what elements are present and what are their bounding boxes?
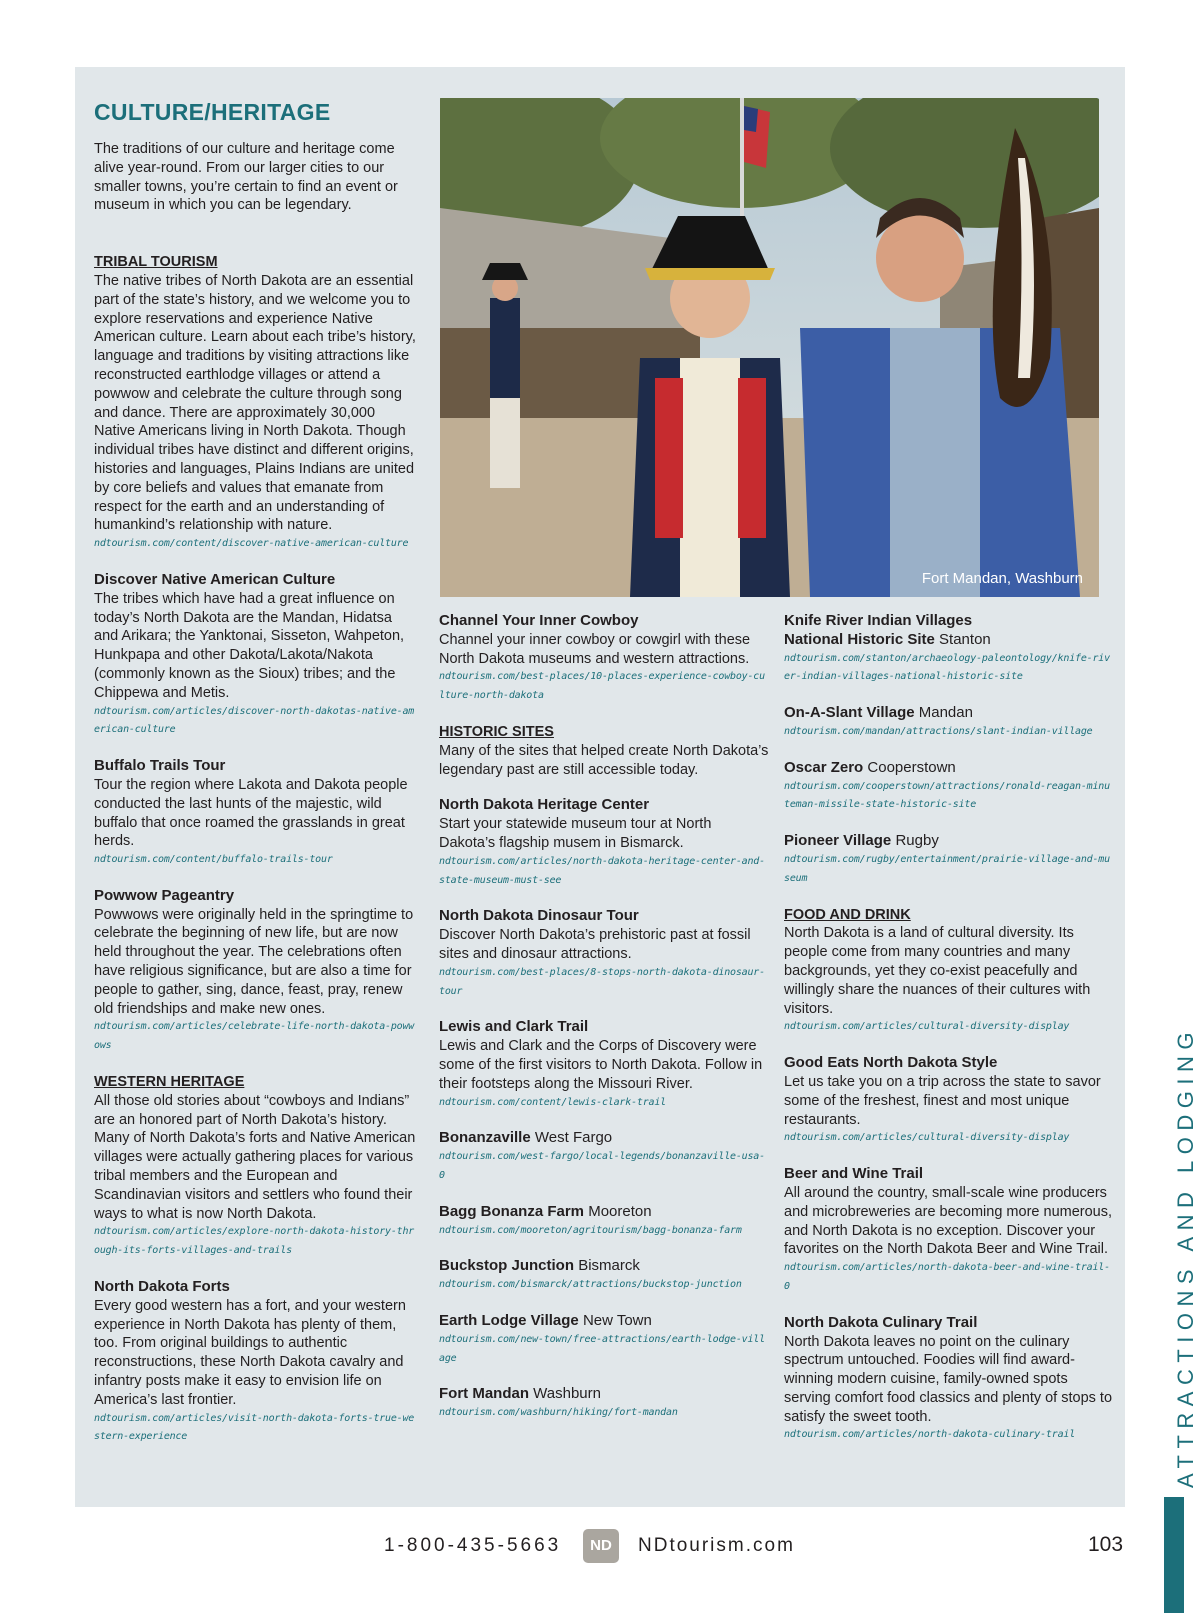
link[interactable]: ndtourism.com/mooreton/agritourism/bagg-bonanza-farm [439,1224,742,1236]
entry-name: Earth Lodge Village [439,1311,579,1329]
link[interactable]: ndtourism.com/new-town/free-attractions/earth-lodge-village [439,1333,765,1364]
lewis-clark-entry [439,1018,769,1112]
entry-location: Mandan [918,704,973,722]
entry-location: Mooreton [588,1202,652,1220]
entry-location: Washburn [533,1385,601,1403]
entry-location: Bismarck [578,1257,640,1275]
entry-text: Lewis and Clark and the Corps of Discovery were some of the first visitors to North Dakota. Follow in their footsteps along the Missouri River. [439,1038,763,1092]
link[interactable]: ndtourism.com/cooperstown/attractions/ronald-reagan-minuteman-missile-state-historic-site [784,780,1110,811]
page-title: CULTURE/HERITAGE [94,99,331,125]
intro-text: The traditions of our culture and heritage come alive year-round. From our larger cities to our smaller towns, you’re certain to find an event or museum in which you can be legendary. [94,141,398,214]
on-a-slant-entry [784,704,1114,742]
photo-caption: Fort Mandan, Washburn [921,570,1083,587]
side-accent-bar [1164,1497,1184,1613]
section-text: The native tribes of North Dakota are an essential part of the state’s history, and we welcome you to explore reservations and experience Native American culture. Learn about each tribe’s history, language and traditions by visiting attractions like reconstructed earthlodge villages or attend a powwow and celebrate the culture through song and dance. There are approximately 30,000 Native Americans living in North Dakota. Though individual tribes have distinct and different origins, histories and languages, Plains Indians are united by core beliefs and values that emanate from respect for the earth and an understanding of humankind’s relationship with nature. [94,272,416,534]
food-drink-section [784,906,1114,1038]
fort-mandan-entry [439,1385,769,1423]
section-text: All those old stories about “cowboys and Indians” are an honored part of North Dakota’s history. Many of North Dakota’s forts and Native American villages were actually gathering places for various tribal members and the European and Scandinavian visitors and settlers who found their ways to what is now North Dakota. [94,1092,416,1222]
link[interactable]: ndtourism.com/best-places/10-places-experience-cowboy-culture-north-dakota [439,671,765,702]
oscar-zero-entry [784,759,1114,815]
entry-name: Bagg Bonanza Farm [439,1202,585,1220]
entry-title: Good Eats North Dakota Style [784,1054,998,1072]
link[interactable]: ndtourism.com/content/lewis-clark-trail [439,1096,666,1108]
entry-text: All around the country, small-scale wine producers and microbreweries are becoming more numerous, and North Dakota is no exception. Discover your favorites on the North Dakota Beer and Wine Trail. [784,1184,1113,1258]
link[interactable]: ndtourism.com/articles/north-dakota-culinary-trail [784,1429,1076,1441]
entry-title: North Dakota Culinary Trail [784,1313,978,1331]
entry-location: Cooperstown [867,758,956,776]
entry-text: Tour the region where Lakota and Dakota people conducted the last hunts of the majestic, wild buffalo that once roamed the grasslands in great herds. [94,776,408,850]
entry-title-line1: Knife River Indian Villages [784,612,973,629]
earth-lodge-entry [439,1312,769,1368]
link[interactable]: ndtourism.com/content/discover-native-american-culture [94,538,409,550]
entry-name: Fort Mandan [439,1385,529,1403]
entry-title: Powwow Pageantry [94,886,235,904]
good-eats-entry [784,1054,1114,1148]
link[interactable]: ndtourism.com/bismarck/attractions/buckstop-junction [439,1279,742,1291]
entry-location: Rugby [895,832,939,850]
section-heading: FOOD AND DRINK [784,906,911,923]
entry-text: Let us take you on a trip across the state to savor some of the freshest, finest and most unique restaurants. [784,1073,1101,1128]
page-number: 103 [1088,1533,1124,1556]
entry-title [784,704,1114,723]
entry-title: North Dakota Heritage Center [439,796,650,814]
entry-title [439,1257,769,1276]
entry-title: North Dakota Forts [94,1278,230,1296]
entry-title [439,1129,769,1148]
entry-title [784,832,1114,851]
dinosaur-tour-entry [439,907,769,1001]
link[interactable]: ndtourism.com/best-places/8-stops-north-dakota-dinosaur-tour [439,966,765,997]
section-heading: WESTERN HERITAGE [94,1074,245,1091]
section-heading: TRIBAL TOURISM [94,254,218,271]
entry-title [439,1203,769,1222]
link[interactable]: ndtourism.com/articles/cultural-diversity-display [784,1132,1070,1144]
entry-name: Bonanzaville [439,1129,531,1147]
entry-title [439,1385,769,1404]
entry-title: Discover Native American Culture [94,570,336,588]
buckstop-entry [439,1257,769,1295]
link[interactable]: ndtourism.com/rugby/entertainment/prairie-village-and-museum [784,853,1110,884]
forts-entry [94,1278,419,1447]
entry-title: Buffalo Trails Tour [94,757,226,775]
knife-river-entry [784,612,1114,687]
link[interactable]: ndtourism.com/west-fargo/local-legends/bonanzaville-usa-0 [439,1151,765,1181]
entry-name: Pioneer Village [784,832,892,850]
section-text: North Dakota is a land of cultural diversity. Its people come from many countries and many backgrounds, yet they co-exist peacefully and willingly share the nuances of their cultures with visitors. [784,925,1091,1017]
entry-text: The tribes which have had a great influence on today’s North Dakota are the Mandan, Hidatsa and Arikara; the Yanktonai, Sisseton, Wahpeton, Hunkpapa and other Dakota/Lakota/Nakota (commonly known as the Sioux) tribes; and the Chippewa and Metis. [94,590,405,701]
inner-cowboy-entry [439,612,769,706]
link[interactable]: ndtourism.com/articles/celebrate-life-north-dakota-powwows [94,1021,415,1052]
entry-text: Start your statewide museum tour at North Dakota’s flagship musem in Bismarck. [439,816,712,851]
link[interactable]: ndtourism.com/mandan/attractions/slant-indian-village [784,725,1093,737]
section-heading: HISTORIC SITES [439,723,554,740]
entry-title [439,1312,769,1331]
link[interactable]: ndtourism.com/articles/north-dakota-beer-and-wine-trail-0 [784,1262,1110,1292]
footer-phone: 1-800-435-5663 [384,1535,562,1556]
entry-text: Channel your inner cowboy or cowgirl with these North Dakota museums and western attractions. [439,631,751,667]
entry-title [784,759,1114,778]
link[interactable]: ndtourism.com/washburn/hiking/fort-mandan [439,1407,678,1419]
western-heritage-section [94,1073,419,1261]
entry-title: Channel Your Inner Cowboy [439,612,639,629]
column-right [784,612,1114,1462]
link[interactable]: ndtourism.com/content/buffalo-trails-tour [94,854,333,866]
entry-title-line2 [784,631,1114,650]
section-text: Many of the sites that helped create North Dakota’s legendary past are still accessible today. [439,742,769,778]
side-section-label: ATTRACTIONS AND LODGING [1173,1025,1198,1488]
column-left [94,96,419,1464]
entry-name: Oscar Zero [784,758,864,776]
pioneer-village-entry [784,832,1114,888]
heritage-center-entry [439,796,769,890]
photo-illustration [440,98,1099,597]
link[interactable]: ndtourism.com/articles/discover-north-dakotas-native-american-culture [94,705,415,736]
entry-location: Stanton [939,630,991,648]
entry-location: New Town [582,1311,652,1329]
discover-native-entry [94,571,419,740]
bagg-bonanza-entry [439,1203,769,1241]
fort-mandan-photo [440,98,1099,597]
entry-name: Buckstop Junction [439,1257,575,1275]
link[interactable]: ndtourism.com/articles/explore-north-dakota-history-through-its-forts-villages-and-trails [94,1226,415,1257]
entry-text: Powwows were originally held in the springtime to celebrate the beginning of new life, but are now held throughout the year. The celebrations often have religious significance, but are also a time for people to gather, sing, dance, feast, pray, renew old friendships and make new ones. [94,906,414,1017]
buffalo-trails-entry [94,757,419,870]
entry-text: Discover North Dakota’s prehistoric past at fossil sites and dinosaur attractions. [439,927,751,962]
beer-wine-entry [784,1165,1114,1297]
footer-website: NDtourism.com [638,1535,795,1556]
entry-text: Every good western has a fort, and your western experience in North Dakota has plenty of them, too. From original buildings to authentic reconstructions, these North Dakota cavalry and infantry posts make it easy to envision life on America’s last frontier. [94,1297,406,1408]
entry-name: National Historic Site [784,630,935,648]
entry-title: Beer and Wine Trail [784,1165,924,1183]
entry-title: North Dakota Dinosaur Tour [439,907,639,925]
link[interactable]: ndtourism.com/articles/north-dakota-heritage-center-and-state-museum-must-see [439,855,765,886]
historic-sites-section [439,723,769,779]
entry-location: West Fargo [534,1129,613,1147]
nd-logo: ND [583,1529,619,1563]
entry-text: North Dakota leaves no point on the culinary spectrum untouched. Foodies will find award-winning modern cuisine, family-owned spots serving comfort food classics and plenty of stops to satisfy the sweet tooth. [784,1333,1113,1425]
link[interactable]: ndtourism.com/articles/cultural-diversity-display [784,1021,1070,1033]
bonanzaville-entry [439,1129,769,1185]
entry-title: Lewis and Clark Trail [439,1018,589,1036]
link[interactable]: ndtourism.com/articles/visit-north-dakota-forts-true-western-experience [94,1412,415,1443]
entry-name: On-A-Slant Village [784,704,915,722]
column-middle [439,612,769,1440]
tribal-tourism-section [94,253,419,554]
link[interactable]: ndtourism.com/stanton/archaeology-paleontology/knife-river-indian-villages-national-historic-site [784,652,1110,683]
powwow-entry [94,887,419,1056]
culinary-trail-entry [784,1314,1114,1446]
